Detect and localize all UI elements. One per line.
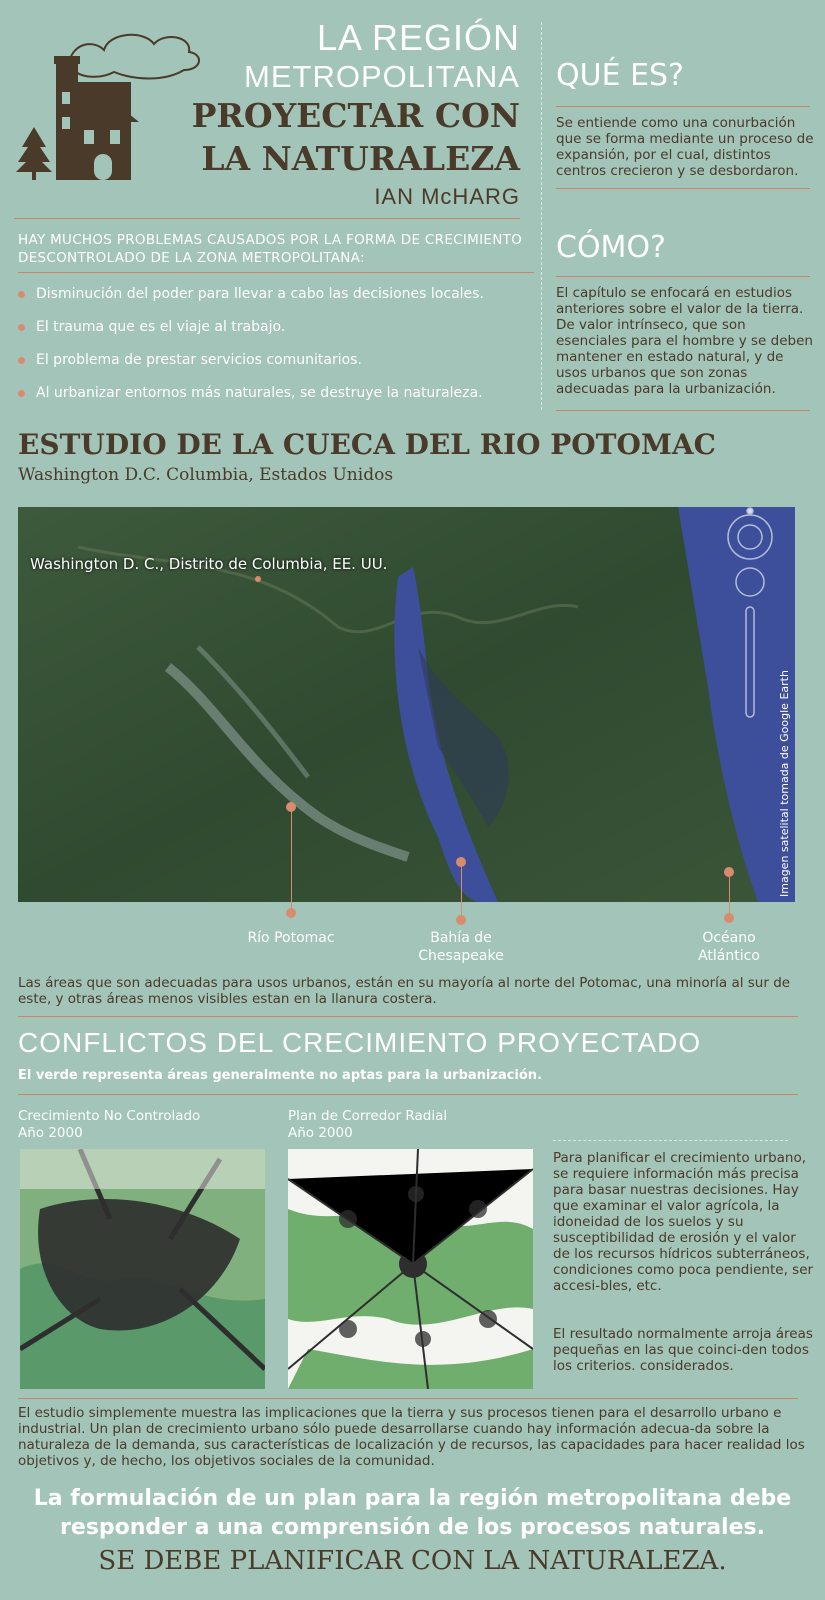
problems-rule xyxy=(18,272,534,273)
title-line-2: METROPOLITANA xyxy=(244,59,520,94)
como-heading: CÓMO? xyxy=(556,230,666,265)
label-chesapeake: Bahía de Chesapeake xyxy=(418,930,504,964)
panel2-title: Plan de Corredor Radial xyxy=(288,1108,448,1124)
conflicts-side-text: Para planificar el crecimiento urbano, se requiere información más precisa para basar nuestras decisiones. Hay que examinar el valor agrícola, la idoneidad de los suelos y su susceptibilidad de erosión y el valor de los recursos hídricos subterráneos, condiciones como poca pendiente, ser accesi-bles, etc. xyxy=(553,1150,814,1294)
map-uncontrolled-growth xyxy=(20,1149,265,1389)
list-item: El trauma que es el viaje al trabajo. xyxy=(18,319,528,352)
list-item: El problema de prestar servicios comunitarios. xyxy=(18,352,528,385)
que-es-heading: QUÉ ES? xyxy=(556,58,684,93)
panel2-year: Año 2000 xyxy=(288,1125,353,1141)
study-subtitle: Washington D.C. Columbia, Estados Unidos xyxy=(18,465,394,485)
title-line-4: LA NATURALEZA xyxy=(201,139,520,178)
problems-list xyxy=(18,286,528,418)
marker-potomac-line xyxy=(291,807,292,913)
panel1-year: Año 2000 xyxy=(18,1125,83,1141)
header-illustration xyxy=(14,22,214,182)
list-item: Disminución del poder para llevar a cabo las decisiones locales. xyxy=(18,286,528,319)
bullet-icon xyxy=(18,390,25,397)
satellite-map xyxy=(18,507,795,902)
study-rule xyxy=(18,1016,798,1017)
como-rule xyxy=(556,276,810,277)
title-line-3: PROYECTAR CON xyxy=(191,96,520,135)
closing-highlight-2: responder a una comprensión de los procesos naturales. xyxy=(60,1515,765,1540)
que-es-text: Se entiende como una conurbación que se forma mediante un proceso de expansión, por el cual, distintos centros crecieron y se desbordaron. xyxy=(556,115,814,179)
conflicts-title: CONFLICTOS DEL CRECIMIENTO PROYECTADO xyxy=(18,1027,702,1058)
list-item: Al urbanizar entornos más naturales, se destruye la naturaleza. xyxy=(18,385,528,418)
side-text-divider xyxy=(553,1140,788,1141)
map-place-label: Washington D. C., Distrito de Columbia, EE. UU. xyxy=(30,555,388,573)
que-es-rule xyxy=(556,106,810,107)
author: IAN McHARG xyxy=(374,184,520,209)
house-factory-icon xyxy=(54,56,139,180)
conflicts-side-text-2: El resultado normalmente arroja áreas pequeñas en las que coinci-den todos los criterios. considerados. xyxy=(553,1326,813,1374)
marker-chesapeake-bottom xyxy=(456,915,466,925)
bullet-icon xyxy=(18,324,25,331)
bullet-icon xyxy=(18,291,25,298)
closing-final: SE DEBE PLANIFICAR CON LA NATURALEZA. xyxy=(98,1546,727,1576)
closing-rule xyxy=(18,1398,798,1399)
marker-atlantic-line xyxy=(729,872,730,918)
closing-paragraph: El estudio simplemente muestra las implicaciones que la tierra y sus procesos tienen para el desarrollo urbano e industrial. Un plan de crecimiento urbano sólo puede desarrollarse cuando hay información adecua-da sobre la naturaleza de la demanda, sus características de localización y de recursos, las capacidades para hacer realidad los objetivos y, de hecho, los objetivos sociales de la comunidad. xyxy=(18,1405,805,1469)
marker-atlantic-bottom xyxy=(724,913,734,923)
conflicts-subtitle: El verde representa áreas generalmente no aptas para la urbanización. xyxy=(18,1068,543,1083)
title-line-1: LA REGIÓN xyxy=(316,17,520,58)
smoke-cloud-icon xyxy=(69,35,199,79)
bullet-icon xyxy=(18,357,25,364)
que-es-rule-bottom xyxy=(556,188,810,189)
como-rule-bottom xyxy=(556,410,810,411)
panel1-title: Crecimiento No Controlado xyxy=(18,1108,201,1124)
como-text: El capítulo se enfocará en estudios anteriores sobre el valor de la tierra. De valor intrínseco, que son esenciales para el hombre y se deben mantener en estado natural, y de usos urbanos que son zonas adecuadas para la urbanización. xyxy=(556,285,813,397)
study-title: ESTUDIO DE LA CUECA DEL RIO POTOMAC xyxy=(18,428,716,461)
map-credit: Imagen satelital tomada de Google Earth xyxy=(778,670,791,897)
column-divider xyxy=(541,22,542,410)
tree-icon xyxy=(16,127,52,180)
label-potomac: Río Potomac xyxy=(247,930,335,946)
closing-highlight-1: La formulación de un plan para la región metropolitana debe xyxy=(33,1486,792,1511)
label-atlantic: Océano Atlántico xyxy=(698,930,760,964)
marker-chesapeake-line xyxy=(461,862,462,920)
problems-heading: HAY MUCHOS PROBLEMAS CAUSADOS POR LA FORMA DE CRECIMIENTO DESCONTROLADO DE LA ZONA METROPOLITANA: xyxy=(18,232,523,266)
map-radial-corridor xyxy=(288,1149,533,1389)
header-rule xyxy=(14,218,520,219)
marker-potomac-bottom xyxy=(286,908,296,918)
conflicts-rule xyxy=(18,1094,798,1095)
study-caption: Las áreas que son adecuadas para usos urbanos, están en su mayoría al norte del Potomac, una minoría al sur de este, y otras áreas menos visibles estan en la llanura costera. xyxy=(18,975,791,1007)
